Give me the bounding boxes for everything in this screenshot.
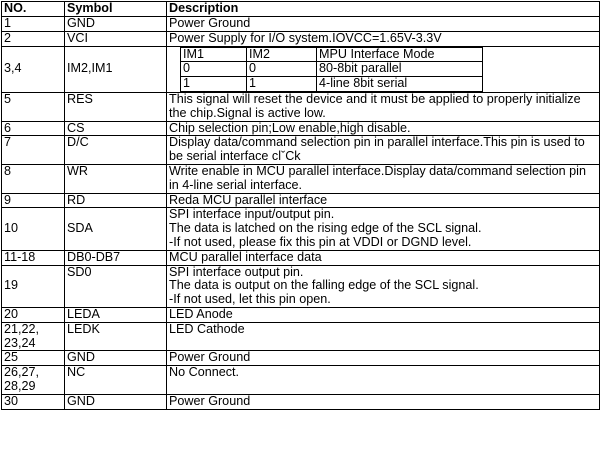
table-row xyxy=(2,366,600,395)
description-line: SPI interface output pin. xyxy=(169,265,304,279)
pin-description: Power Supply for I/O system.IOVCC=1.65V-3.3V xyxy=(167,31,600,46)
pin-symbol: RD xyxy=(65,193,167,208)
interface-mode-table xyxy=(180,47,483,92)
pin-description: LED Cathode xyxy=(167,322,600,351)
pin-symbol: WR xyxy=(65,164,167,193)
description-line: -If not used, let this pin open. xyxy=(169,292,331,307)
description-line: The data is latched on the rising edge of the SCL signal. xyxy=(169,221,482,236)
table-row xyxy=(2,121,600,136)
pin-description: MCU parallel interface data xyxy=(167,250,600,265)
pin-no: 8 xyxy=(2,164,65,193)
mode-name: 4-line 8bit serial xyxy=(317,77,483,92)
mode-header-im2: IM2 xyxy=(247,47,317,62)
pin-symbol: GND xyxy=(65,351,167,366)
pin-description-table xyxy=(1,1,600,410)
mode-header-im1: IM1 xyxy=(181,47,247,62)
table-row xyxy=(2,46,600,92)
mode-im1: 1 xyxy=(181,77,247,92)
pin-description: No Connect. xyxy=(167,366,600,395)
pin-description: Chip selection pin;Low enable,high disable. xyxy=(167,121,600,136)
pin-no: 26,27, 28,29 xyxy=(2,366,65,395)
pin-description: Power Ground xyxy=(167,351,600,366)
pin-description: Display data/command selection pin in parallel interface.This pin is used to be serial interface clˇCk xyxy=(167,136,600,165)
description-line: SPI interface input/output pin. xyxy=(169,207,335,222)
pin-no: 9 xyxy=(2,193,65,208)
pin-description: LED Anode xyxy=(167,307,600,322)
table-row xyxy=(2,31,600,46)
pin-description xyxy=(167,265,600,307)
pin-symbol: GND xyxy=(65,17,167,32)
pin-no: 11-18 xyxy=(2,250,65,265)
mode-name: 80-8bit parallel xyxy=(317,62,483,77)
table-header-row xyxy=(2,2,600,17)
pin-symbol: GND xyxy=(65,394,167,409)
pin-symbol: RES xyxy=(65,92,167,121)
table-row xyxy=(2,193,600,208)
pin-symbol: LEDA xyxy=(65,307,167,322)
table-row xyxy=(2,307,600,322)
table-row xyxy=(2,208,600,250)
pin-description xyxy=(167,208,600,250)
pin-no: 20 xyxy=(2,307,65,322)
pin-no: 21,22, 23,24 xyxy=(2,322,65,351)
pin-symbol: LEDK xyxy=(65,322,167,351)
pin-no: 3,4 xyxy=(2,46,65,92)
pin-description: Reda MCU parallel interface xyxy=(167,193,600,208)
mode-im2: 1 xyxy=(247,77,317,92)
table-row xyxy=(2,92,600,121)
description-line: The data is output on the falling edge of the SCL signal. xyxy=(169,278,479,293)
description-line: -If not used, please fix this pin at VDDI or DGND level. xyxy=(169,234,472,249)
table-row xyxy=(2,17,600,32)
pin-no: 5 xyxy=(2,92,65,121)
pin-symbol: SDA xyxy=(65,208,167,250)
pin-symbol: IM2,IM1 xyxy=(65,46,167,92)
table-row xyxy=(2,322,600,351)
header-symbol: Symbol xyxy=(65,2,167,17)
pin-symbol: VCI xyxy=(65,31,167,46)
pin-table-container xyxy=(1,1,599,410)
mode-im1: 0 xyxy=(181,62,247,77)
pin-no: 1 xyxy=(2,17,65,32)
table-row xyxy=(2,265,600,307)
pin-description: This signal will reset the device and it must be applied to properly initialize the chip.Signal is active low. xyxy=(167,92,600,121)
pin-no: 6 xyxy=(2,121,65,136)
mode-header-mode: MPU Interface Mode xyxy=(317,47,483,62)
pin-description xyxy=(167,46,600,92)
pin-description: Write enable in MCU parallel interface.Display data/command selection pin in 4-line serial interface. xyxy=(167,164,600,193)
pin-description: Power Ground xyxy=(167,17,600,32)
header-no: NO. xyxy=(2,2,65,17)
mode-row xyxy=(181,77,483,92)
table-row xyxy=(2,164,600,193)
mode-header-row xyxy=(181,47,483,62)
pin-symbol: DB0-DB7 xyxy=(65,250,167,265)
pin-no: 10 xyxy=(2,208,65,250)
table-row xyxy=(2,250,600,265)
pin-symbol: NC xyxy=(65,366,167,395)
table-row xyxy=(2,136,600,165)
header-description: Description xyxy=(167,2,600,17)
pin-no: 30 xyxy=(2,394,65,409)
mode-im2: 0 xyxy=(247,62,317,77)
pin-no: 2 xyxy=(2,31,65,46)
table-row xyxy=(2,394,600,409)
pin-no: 25 xyxy=(2,351,65,366)
pin-symbol: SD0 xyxy=(65,265,167,307)
pin-symbol: CS xyxy=(65,121,167,136)
mode-row xyxy=(181,62,483,77)
table-row xyxy=(2,351,600,366)
pin-symbol: D/C xyxy=(65,136,167,165)
pin-no: 19 xyxy=(2,265,65,307)
pin-no: 7 xyxy=(2,136,65,165)
pin-description: Power Ground xyxy=(167,394,600,409)
